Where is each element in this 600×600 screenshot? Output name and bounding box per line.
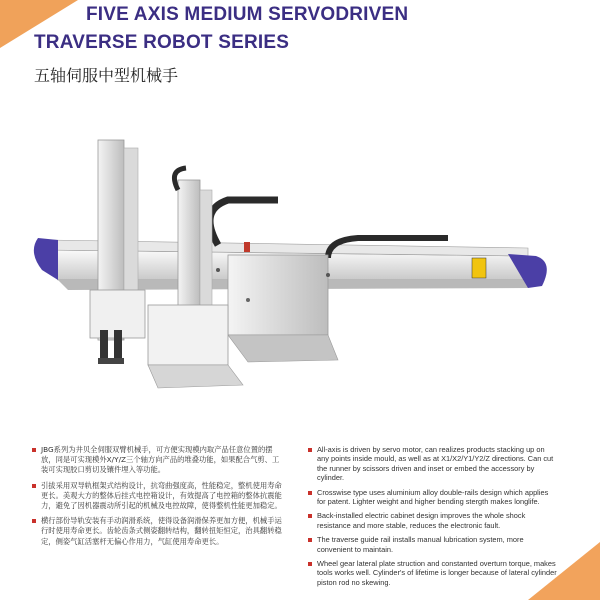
feature-cn-item: JBG系列为井贝全伺服双臂机械手，可方便实现模内取产品任意位置的摆放，同是可实现模外X/Y/Z三个轴方向产品的堆叠功能，如果配合气剪、工装可实现胶口剪切及镶件埋入等功能。: [32, 445, 282, 476]
robot-illustration: [28, 130, 558, 390]
feature-cn-item: 引拔采用双导轨框架式结构设计，抗弯曲强度高，性能稳定，整机使用寿命更长。美观大方的整体后挂式电控箱设计，有效提高了电控箱的整体抗震能力，避免了因机器震动所引起的机械及电控故障，使得整机性能更加稳定。: [32, 481, 282, 512]
feature-en-item: Wheel gear lateral plate struction and constanted overturn torque, makes tools works well. Cylinder's of lifetime is longer because of lateral cylinder piston rod no skewing.: [308, 559, 558, 587]
features-cn-column: [32, 445, 282, 552]
page-title-line2: TRAVERSE ROBOT SERIES: [34, 32, 290, 53]
feature-en-item: All-axis is driven by servo motor, can realizes products stacking up on any points inside mould, as well as at X1/X2/Y1/Y2/Z directions. Can cut the runner by scissors driven and inset or embed the accessory by cylinder.: [308, 445, 558, 483]
feature-cn-item: 横行部份导轨安装有手动润滑系统，使得设备润滑保养更加方便，机械手运行时使用寿命更长。齿轮齿条式侧姿翻转结构，翻转扭矩恒定，治具翻转稳定，侧姿气缸活塞杆无偏心作用力，气缸使用寿命更长。: [32, 516, 282, 547]
page-subtitle-cn: 五轴伺服中型机械手: [34, 66, 179, 85]
feature-en-item: The traverse guide rail installs manual lubrication system, more convenient to maintain.: [308, 535, 558, 554]
features-en-column: [308, 445, 558, 592]
feature-en-item: Crosswise type uses aluminium alloy double-rails design which applies for patent. Lighter weight and higher bending stergth makes longlife.: [308, 488, 558, 507]
feature-en-item: Back-installed electric cabinet design improves the whole shock resistance and more stable, reduces the electronic fault.: [308, 511, 558, 530]
page-title-line1: FIVE AXIS MEDIUM SERVODRIVEN: [86, 4, 409, 25]
